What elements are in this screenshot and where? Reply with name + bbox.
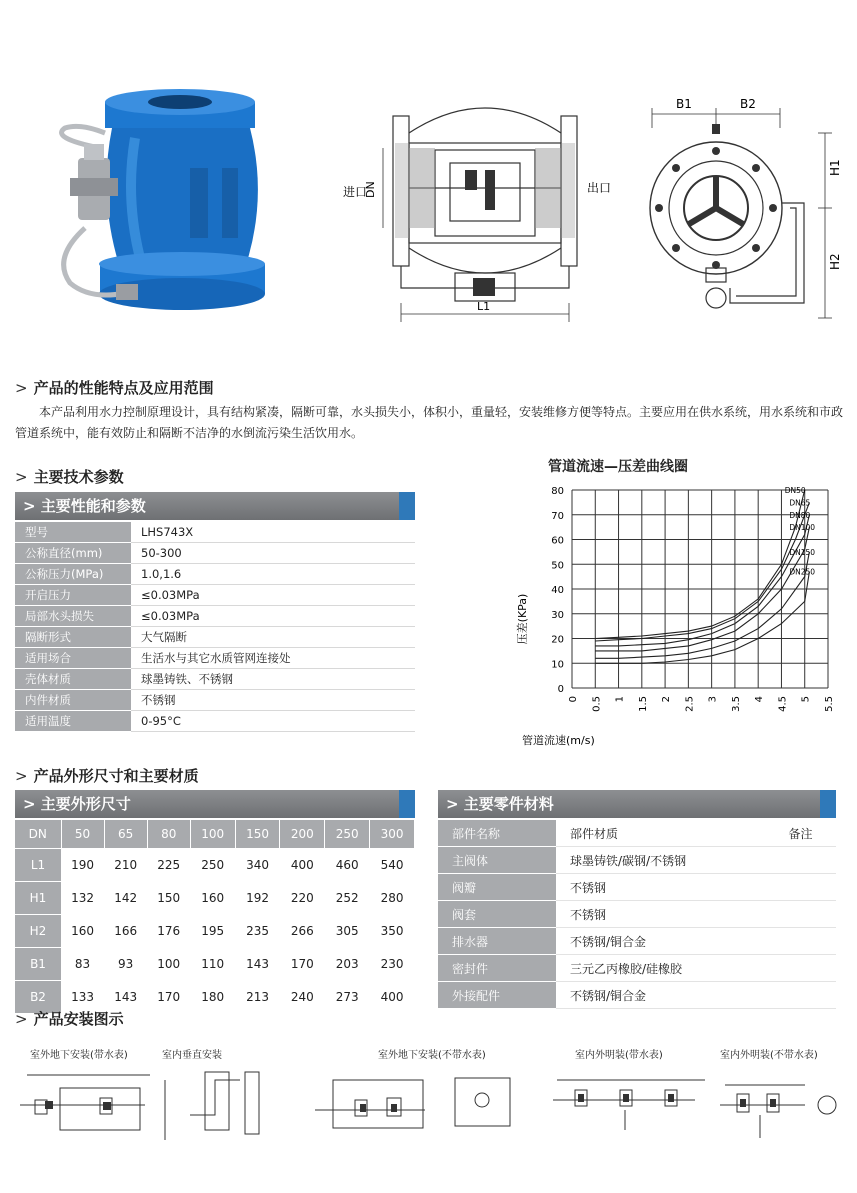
spec-row [15,648,415,669]
install-section-title: > 产品安装图示 [15,1010,124,1028]
dims-header-cell: 200 [280,820,325,849]
dims-value: 160 [61,915,104,948]
part-name: 外接配件 [438,982,556,1009]
chevron-right-icon: > [15,767,28,785]
spec-key: 公称压力(MPa) [15,564,131,585]
dn-label: DN [364,181,377,198]
part-note [766,928,836,955]
install-caption-1: 室外地下安装(带水表) [30,1050,128,1061]
spec-value: LHS743X [131,522,415,543]
part-material: 三元乙丙橡胶/硅橡胶 [556,955,766,982]
dims-value: 540 [370,849,415,882]
dims-value: 133 [61,981,104,1014]
dims-value: 203 [325,948,370,981]
part-material: 不锈钢/铜合金 [556,982,766,1009]
spec-value: 50-300 [131,543,415,564]
spec-row [15,522,415,543]
spec-row [15,585,415,606]
spec-row [15,606,415,627]
parts-row [438,901,836,928]
part-material: 不锈钢/铜合金 [556,928,766,955]
dims-value: 143 [235,948,280,981]
chevron-right-icon: > [23,795,41,813]
y-tick-label: 20 [551,634,564,646]
parts-band: > 主要零件材料 [438,790,836,818]
y-tick-label: 0 [557,684,564,695]
features-text: 本产品利用水力控制原理设计，具有结构紧凑，隔断可靠，水头损失小，体积小，重量轻，安装维修方便等特点。主要应用在供水系统，用水系统和市政管道系统中，能有效防止和隔断不洁净的水倒流污染生活饮用水。 [15,405,844,440]
parts-row [438,847,836,874]
y-tick-label: 50 [551,560,564,572]
y-axis-label: 压差(KPa) [516,593,529,645]
dims-header-cell: 300 [370,820,415,849]
chevron-right-icon: > [15,468,28,486]
dims-value: 195 [190,915,235,948]
dims-header-cell: 80 [147,820,190,849]
dims-row [15,849,415,882]
dims-value: 176 [147,915,190,948]
series-label: DN100 [789,523,816,533]
spec-key: 开启压力 [15,585,131,606]
band-accent [399,790,415,818]
dims-value: 142 [104,882,147,915]
spec-key: 内件材质 [15,690,131,711]
dims-value: 220 [280,882,325,915]
dims-value: 350 [370,915,415,948]
dims-row [15,915,415,948]
x-tick-label: 5.5 [824,696,835,712]
dims-value: 83 [61,948,104,981]
part-note [766,982,836,1009]
series-label: DN150 [789,547,816,557]
x-tick-label: 1 [614,696,626,703]
chart-title: 管道流速—压差曲线圈 [548,459,688,475]
dims-value: 160 [190,882,235,915]
series-line-dn65 [595,502,809,641]
dims-key: H2 [15,915,61,948]
spec-row [15,543,415,564]
part-material: 不锈钢 [556,901,766,928]
dims-key: B1 [15,948,61,981]
dims-value: 192 [235,882,280,915]
dims-value: 170 [280,948,325,981]
spec-key: 隔断形式 [15,627,131,648]
outlet-label: 出口 [587,181,612,195]
valve-end-view-drawing [640,88,845,328]
install-caption-4: 室内外明装(带水表) [575,1050,663,1061]
dims-value: 132 [61,882,104,915]
dims-value: 252 [325,882,370,915]
parts-row [438,928,836,955]
dims-value: 225 [147,849,190,882]
h1-label: H1 [828,159,842,176]
dims-header-cell: 65 [104,820,147,849]
parts-table [438,820,836,1009]
x-tick-label: 4.5 [777,696,789,712]
dims-value: 93 [104,948,147,981]
spec-row [15,711,415,732]
dims-value: 170 [147,981,190,1014]
dims-value: 110 [190,948,235,981]
x-tick-label: 1.5 [637,696,649,712]
part-note [766,874,836,901]
dims-row [15,882,415,915]
y-tick-label: 80 [551,486,564,497]
dims-value: 166 [104,915,147,948]
parts-row [438,982,836,1009]
y-tick-label: 70 [551,510,564,522]
band-accent [399,492,415,520]
dims-value: 340 [235,849,280,882]
dims-value: 190 [61,849,104,882]
spec-value: 生活水与其它水质管网连接处 [131,648,415,669]
dims-key: H1 [15,882,61,915]
dims-value: 240 [280,981,325,1014]
spec-value: ≤0.03MPa [131,606,415,627]
spec-value: ≤0.03MPa [131,585,415,606]
x-tick-label: 0.5 [591,696,603,712]
parts-row [438,874,836,901]
y-tick-label: 30 [551,609,564,621]
inlet-label: 进口 [343,185,368,199]
part-name: 密封件 [438,955,556,982]
spec-key: 适用温度 [15,711,131,732]
valve-section-drawing [325,88,625,328]
x-tick-label: 0 [568,696,579,703]
installation-diagram [15,1060,845,1145]
y-tick-label: 10 [551,659,564,671]
spec-key: 局部水头损失 [15,606,131,627]
spec-row [15,669,415,690]
parts-header-cell: 部件材质 [556,820,766,847]
part-material: 球墨铸铁/碳钢/不锈钢 [556,847,766,874]
spec-value: 0-95°C [131,711,415,732]
x-tick-label: 3.5 [730,696,742,712]
chevron-right-icon: > [446,795,464,813]
x-tick-label: 2 [661,696,673,703]
dims-header-row [15,820,415,849]
dims-value: 400 [280,849,325,882]
spec-key: 公称直径(mm) [15,543,131,564]
spec-key: 壳体材质 [15,669,131,690]
band-accent [820,790,836,818]
valve-photo [40,88,280,318]
dims-table [15,820,415,1014]
dims-header-cell: 250 [325,820,370,849]
parts-header-row [438,820,836,847]
dims-value: 100 [147,948,190,981]
dims-value: 143 [104,981,147,1014]
dims-value: 210 [104,849,147,882]
dims-header-cell: DN [15,820,61,849]
dims-header-cell: 50 [61,820,104,849]
dims-value: 213 [235,981,280,1014]
part-name: 阀瓣 [438,874,556,901]
x-tick-label: 5 [800,696,812,703]
dims-value: 460 [325,849,370,882]
tech-band: > 主要性能和参数 [15,492,415,520]
y-tick-label: 60 [551,535,564,547]
dims-header-cell: 150 [235,820,280,849]
install-caption-2: 室内垂直安装 [162,1050,222,1061]
series-label: DN65 [789,498,811,508]
dims-value: 235 [235,915,280,948]
dims-value: 230 [370,948,415,981]
parts-header-cell: 部件名称 [438,820,556,847]
dims-value: 250 [190,849,235,882]
dims-band: > 主要外形尺寸 [15,790,415,818]
series-label: DN250 [789,567,816,577]
tech-section-title: > 主要技术参数 [15,468,124,486]
part-material: 不锈钢 [556,874,766,901]
dims-value: 266 [280,915,325,948]
b1-label: B1 [676,97,692,111]
l1-label: L1 [477,300,491,313]
dims-row [15,948,415,981]
part-name: 阀套 [438,901,556,928]
h2-label: H2 [828,253,842,270]
chevron-right-icon: > [23,497,41,515]
spec-key: 适用场合 [15,648,131,669]
series-line-dn250 [595,572,809,664]
x-axis-label: 管道流速(m/s) [522,734,595,747]
pressure-flow-chart [510,478,845,750]
dims-value: 305 [325,915,370,948]
install-caption-3: 室外地下安装(不带水表) [378,1050,486,1061]
parts-row [438,955,836,982]
spec-value: 不锈钢 [131,690,415,711]
tech-spec-table [15,522,415,732]
y-tick-label: 40 [551,585,564,596]
spec-row [15,564,415,585]
spec-value: 1.0,1.6 [131,564,415,585]
spec-value: 球墨铸铁、不锈钢 [131,669,415,690]
dims-key: L1 [15,849,61,882]
part-note [766,901,836,928]
series-label: DN50 [784,486,806,495]
spec-row [15,627,415,648]
part-name: 排水器 [438,928,556,955]
dims-value: 280 [370,882,415,915]
chevron-right-icon: > [15,1010,28,1028]
dims-value: 180 [190,981,235,1014]
part-name: 主阀体 [438,847,556,874]
dims-value: 400 [370,981,415,1014]
x-tick-label: 2.5 [684,696,696,712]
series-label: DN80 [789,510,811,520]
dims-key: B2 [15,981,61,1014]
install-caption-5: 室内外明装(不带水表) [720,1050,818,1061]
features-section-title: > 产品的性能特点及应用范围 [15,379,214,397]
b2-label: B2 [740,97,756,111]
parts-header-cell: 备注 [766,820,836,847]
chevron-right-icon: > [15,379,28,397]
x-tick-label: 3 [707,696,719,703]
dims-header-cell: 100 [190,820,235,849]
spec-value: 大气隔断 [131,627,415,648]
part-note [766,955,836,982]
part-note [766,847,836,874]
dims-value: 273 [325,981,370,1014]
dims-section-title: > 产品外形尺寸和主要材质 [15,767,199,785]
spec-row [15,690,415,711]
spec-key: 型号 [15,522,131,543]
x-tick-label: 4 [754,696,766,703]
dims-value: 150 [147,882,190,915]
